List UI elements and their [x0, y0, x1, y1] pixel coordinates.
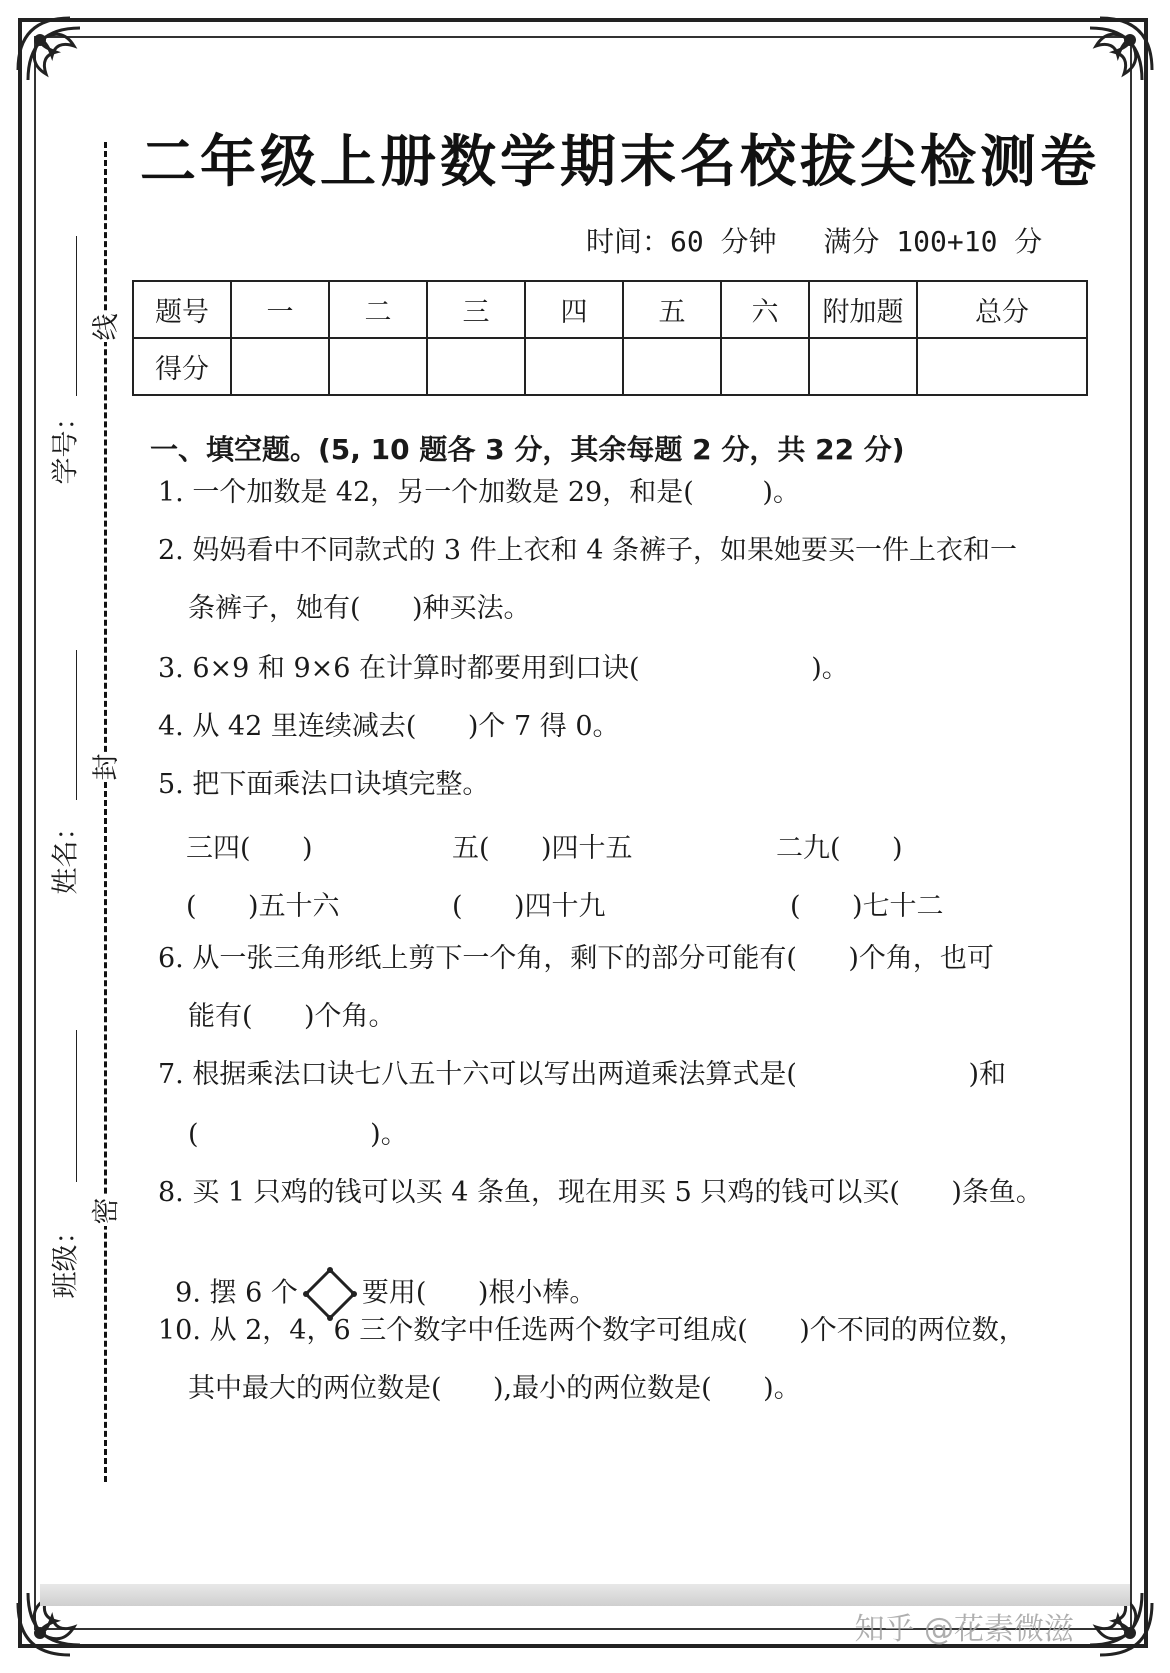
score-table-header-cell: 题号 — [133, 281, 231, 338]
seal-char-seal: 封 — [91, 753, 122, 781]
score-table-header-cell: 总分 — [917, 281, 1087, 338]
question-5-item: ( )五十六 — [186, 891, 340, 922]
seal-char-line: 线 — [91, 313, 122, 341]
score-table-header-cell: 三 — [427, 281, 525, 338]
score-table-score-row — [133, 338, 1087, 395]
score-table — [132, 280, 1088, 396]
question-5-item: 三四( ) — [186, 833, 313, 864]
score-cell[interactable] — [917, 338, 1087, 395]
corner-ornament-icon — [10, 1553, 120, 1663]
question-10-line2: 其中最大的两位数是( ),最小的两位数是( )。 — [188, 1373, 801, 1404]
question-5: 5. 把下面乘法口诀填完整。 — [158, 769, 490, 800]
question-7-line2: ( )。 — [188, 1119, 408, 1150]
student-id-line[interactable] — [76, 236, 77, 396]
score-table-header-cell: 五 — [623, 281, 721, 338]
time-limit: 时间：60 分钟 — [586, 225, 777, 258]
score-cell[interactable] — [721, 338, 809, 395]
question-5-item: ( )四十九 — [452, 891, 606, 922]
score-table-header-row — [133, 281, 1087, 338]
question-6-line2: 能有( )个角。 — [188, 1001, 396, 1032]
question-3: 3. 6×9 和 9×6 在计算时都要用到口诀( )。 — [158, 653, 849, 684]
class-line[interactable] — [76, 1030, 77, 1182]
question-5-item: 五( )四十五 — [452, 833, 633, 864]
question-9 — [158, 1232, 596, 1322]
question-5-item: 二九( ) — [776, 833, 903, 864]
score-cell[interactable] — [427, 338, 525, 395]
score-table-header-cell: 六 — [721, 281, 809, 338]
class-label: 班级： — [50, 1217, 82, 1299]
watermark: 知乎 @花素微滋 — [854, 1612, 1074, 1647]
page-title: 二年级上册数学期末名校拔尖检测卷 — [140, 130, 1100, 195]
question-4: 4. 从 42 里连续减去( )个 7 得 0。 — [158, 711, 620, 742]
score-cell[interactable] — [329, 338, 427, 395]
student-id-label: 学号： — [50, 403, 82, 485]
score-table-header-cell: 四 — [525, 281, 623, 338]
score-cell[interactable] — [623, 338, 721, 395]
score-cell[interactable] — [809, 338, 917, 395]
section-heading: 一、填空题。(5, 10 题各 3 分，其余每题 2 分，共 22 分) — [150, 433, 905, 466]
question-5-item: ( )七十二 — [790, 891, 944, 922]
question-2-line2: 条裤子，她有( )种买法。 — [188, 593, 531, 624]
score-cell[interactable] — [231, 338, 329, 395]
score-row-label: 得分 — [133, 338, 231, 395]
question-8: 8. 买 1 只鸡的钱可以买 4 条鱼，现在用买 5 只鸡的钱可以买( )条鱼。 — [158, 1177, 1043, 1208]
question-9-prefix: 9. 摆 6 个 — [175, 1277, 298, 1309]
score-table-header-cell: 二 — [329, 281, 427, 338]
score-cell[interactable] — [525, 338, 623, 395]
question-6-line1: 6. 从一张三角形纸上剪下一个角，剩下的部分可能有( )个角，也可 — [158, 943, 994, 974]
question-2-line1: 2. 妈妈看中不同款式的 3 件上衣和 4 条裤子，如果她要买一件上衣和一 — [158, 535, 1018, 566]
question-10-line1: 10. 从 2，4，6 三个数字中任选两个数字可组成( )个不同的两位数， — [158, 1315, 1026, 1346]
full-score: 满分 100+10 分 — [823, 225, 1043, 258]
score-table-header-cell: 一 — [231, 281, 329, 338]
exam-meta — [586, 220, 1066, 260]
binding-dashed-line — [104, 142, 107, 1482]
seal-char-secret: 密 — [91, 1197, 122, 1225]
name-line[interactable] — [76, 650, 77, 800]
question-7-line1: 7. 根据乘法口诀七八五十六可以写出两道乘法算式是( )和 — [158, 1059, 1007, 1090]
name-label: 姓名： — [50, 813, 82, 895]
scan-shadow-strip — [40, 1584, 1130, 1606]
corner-ornament-icon — [1050, 10, 1160, 120]
question-1: 1. 一个加数是 42，另一个加数是 29，和是( )。 — [158, 477, 800, 508]
corner-ornament-icon — [10, 10, 120, 120]
score-table-header-cell: 附加题 — [809, 281, 917, 338]
question-9-suffix: 要用( )根小棒。 — [361, 1277, 597, 1309]
